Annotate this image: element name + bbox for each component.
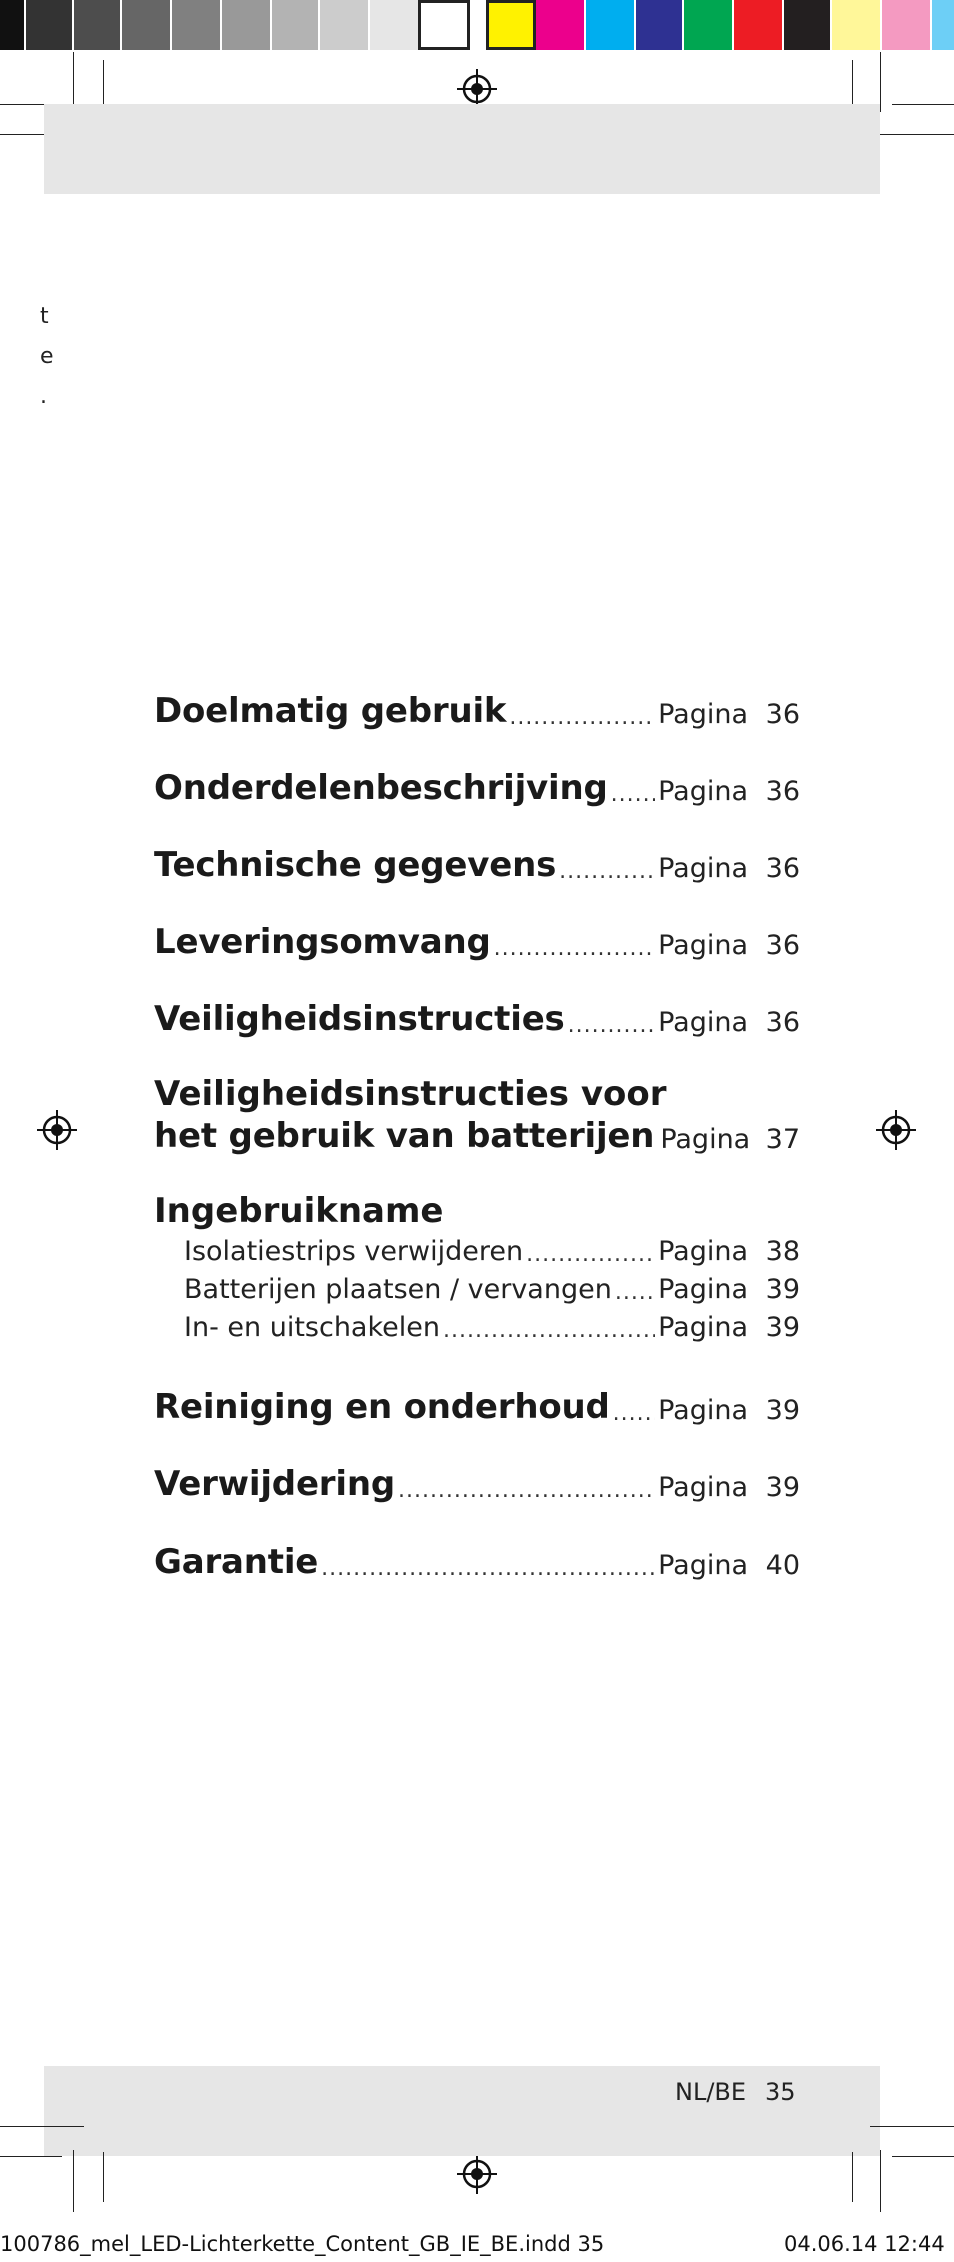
toc-leader-dots	[398, 1476, 655, 1506]
toc-entry[interactable]	[154, 766, 800, 810]
toc-page-number: 39	[765, 1395, 800, 1426]
toc-entry[interactable]	[154, 843, 800, 887]
crop-mark	[892, 104, 954, 105]
crop-mark	[892, 2156, 954, 2157]
toc-page-number: 40	[765, 1550, 800, 1581]
footer-page-number: 35	[765, 2078, 796, 2106]
toc-page-label: Pagina	[660, 1124, 751, 1155]
toc-entry[interactable]	[154, 1385, 800, 1429]
toc-page-number: 36	[765, 853, 800, 884]
toc-entry-title: Garantie	[154, 1542, 319, 1582]
crop-mark	[73, 52, 74, 112]
toc-subentry-title: Batterijen plaatsen / vervangen	[184, 1274, 612, 1305]
toc-page-number: 39	[765, 1312, 800, 1343]
crop-mark	[852, 2152, 853, 2202]
toc-page-label: Pagina	[658, 1395, 748, 1426]
crop-mark	[0, 2126, 84, 2127]
crop-mark	[870, 134, 954, 135]
toc-page-number: 38	[765, 1236, 800, 1267]
toc-entry-title: Leveringsomvang	[154, 922, 491, 962]
toc-entry-title-line1[interactable]: Veiligheidsinstructies voor	[154, 1074, 667, 1114]
toc-leader-dots	[321, 1554, 655, 1584]
gray-swatch	[172, 0, 220, 50]
toc-entry[interactable]	[154, 1114, 800, 1158]
color-swatch	[684, 0, 732, 50]
toc-entry-title: Verwijdering	[154, 1464, 395, 1504]
toc-page-label: Pagina	[658, 853, 748, 884]
toc-page-number: 37	[765, 1124, 800, 1155]
crop-mark	[870, 2126, 954, 2127]
toc-entry-title: Veiligheidsinstructies	[154, 999, 565, 1039]
toc-page-number: 39	[765, 1472, 800, 1503]
toc-subentry[interactable]	[184, 1270, 800, 1308]
color-swatch	[832, 0, 880, 50]
gray-swatch	[370, 0, 418, 50]
registration-mark-icon	[37, 1110, 77, 1150]
toc-page-number: 36	[765, 776, 800, 807]
toc-leader-dots	[443, 1316, 655, 1346]
toc-leader-dots	[568, 1011, 655, 1041]
color-swatch	[636, 0, 682, 50]
footer-locale: NL/BE	[675, 2078, 747, 2106]
toc-page-label: Pagina	[658, 1274, 748, 1305]
toc-entry[interactable]	[154, 689, 800, 733]
toc-page-label: Pagina	[658, 1472, 748, 1503]
toc-entry-title: Reiniging en onderhoud	[154, 1387, 610, 1427]
toc-subentry[interactable]	[184, 1232, 800, 1270]
footer-band	[44, 2066, 880, 2156]
color-swatch	[586, 0, 634, 50]
toc-subentry-title: In- en uitschakelen	[184, 1312, 440, 1343]
crop-mark	[880, 2150, 881, 2212]
gray-swatch	[0, 0, 24, 50]
toc-page-number: 36	[765, 1007, 800, 1038]
color-swatch	[882, 0, 930, 50]
toc-leader-dots	[494, 934, 655, 964]
gray-swatch	[122, 0, 170, 50]
crop-mark	[73, 2150, 74, 2212]
gray-swatch	[272, 0, 318, 50]
slug-datetime: 04.06.14 12:44	[784, 2232, 945, 2256]
toc-entry-title: het gebruik van batterijen	[154, 1116, 655, 1156]
toc-entry[interactable]	[154, 1462, 800, 1506]
toc-entry-title: Doelmatig gebruik	[154, 691, 507, 731]
gray-swatch	[74, 0, 120, 50]
edge-fragment: e	[40, 344, 54, 369]
slug-filename: 100786_mel_LED-Lichterkette_Content_GB_IE_BE.indd 35	[0, 2232, 605, 2256]
toc-leader-dots	[613, 1399, 655, 1429]
toc-page-label: Pagina	[658, 1312, 748, 1343]
registration-mark-icon	[457, 69, 497, 109]
gray-swatch	[320, 0, 368, 50]
toc-entry-title: Technische gegevens	[154, 845, 557, 885]
toc-entry[interactable]	[154, 920, 800, 964]
registration-mark-icon	[876, 1110, 916, 1150]
crop-mark	[852, 60, 853, 110]
toc-page-number: 39	[765, 1274, 800, 1305]
crop-mark	[0, 2156, 62, 2157]
toc-page-number: 36	[765, 699, 800, 730]
toc-entry[interactable]	[154, 1540, 800, 1584]
edge-fragment: t	[40, 304, 49, 329]
toc-leader-dots	[526, 1240, 655, 1270]
edge-fragment: .	[40, 384, 47, 409]
toc-section-heading[interactable]: Ingebruikname	[154, 1191, 444, 1231]
toc-page-number: 36	[765, 930, 800, 961]
toc-leader-dots	[559, 857, 655, 887]
toc-leader-dots	[509, 703, 655, 733]
registration-mark-icon	[457, 2154, 497, 2194]
color-swatch	[734, 0, 782, 50]
color-swatch	[536, 0, 584, 50]
toc-page-label: Pagina	[658, 1007, 748, 1038]
color-swatch	[932, 0, 954, 50]
toc-page-label: Pagina	[658, 930, 748, 961]
toc-leader-dots	[611, 780, 655, 810]
toc-subentry-title: Isolatiestrips verwijderen	[184, 1236, 524, 1267]
header-band	[44, 104, 880, 194]
toc-leader-dots	[615, 1278, 655, 1308]
gray-swatch	[418, 0, 470, 50]
toc-entry-title: Onderdelenbeschrijving	[154, 768, 608, 808]
toc-entry[interactable]	[154, 997, 800, 1041]
toc-page-label: Pagina	[658, 1236, 748, 1267]
color-swatch	[784, 0, 830, 50]
toc-subentry[interactable]	[184, 1308, 800, 1346]
toc-page-label: Pagina	[658, 699, 748, 730]
gray-swatch	[26, 0, 72, 50]
toc-page-label: Pagina	[658, 776, 748, 807]
gray-swatch	[222, 0, 270, 50]
crop-mark	[103, 60, 104, 110]
crop-mark	[880, 52, 881, 112]
toc-page-label: Pagina	[658, 1550, 748, 1581]
color-swatch	[486, 0, 536, 50]
crop-mark	[103, 2152, 104, 2202]
